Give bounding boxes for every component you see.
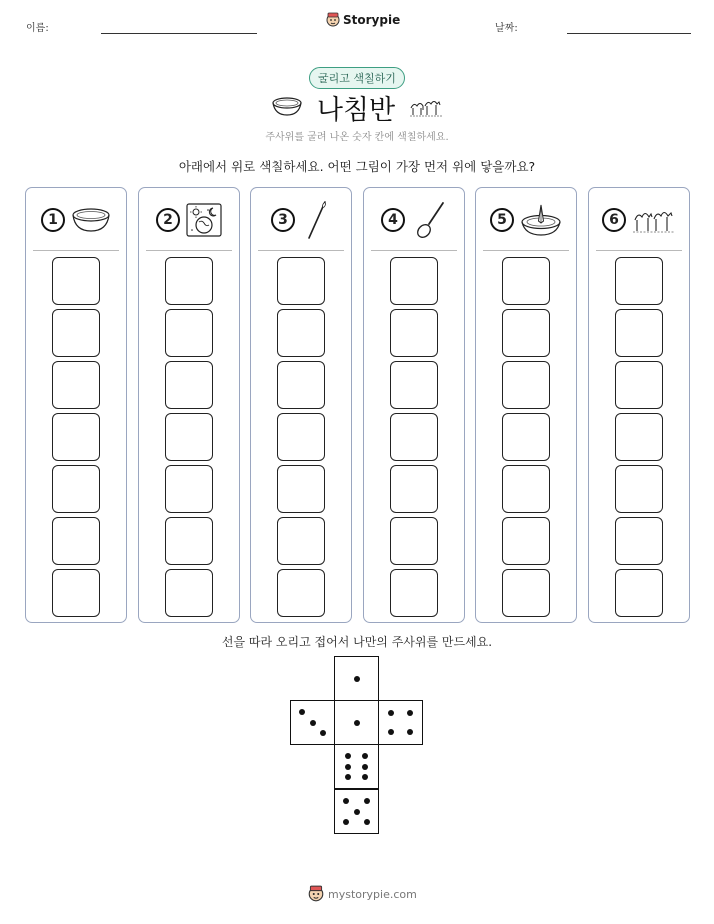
column-number: 4	[381, 208, 405, 232]
column-header	[139, 198, 239, 242]
pip	[345, 764, 351, 770]
die-face-5	[334, 789, 379, 834]
color-cell[interactable]	[277, 361, 325, 409]
pip	[407, 710, 413, 716]
brand-name: Storypie	[343, 13, 401, 27]
color-cell[interactable]	[615, 465, 663, 513]
column-divider	[146, 250, 232, 251]
column-number: 2	[156, 208, 180, 232]
column-header	[476, 198, 576, 242]
column-header	[26, 198, 126, 242]
color-cell[interactable]	[615, 309, 663, 357]
color-cell[interactable]	[52, 361, 100, 409]
pip	[345, 774, 351, 780]
color-cell[interactable]	[165, 465, 213, 513]
column-number: 6	[602, 208, 626, 232]
column-header	[364, 198, 464, 242]
pip	[299, 709, 305, 715]
column-header	[251, 198, 351, 242]
color-cell[interactable]	[165, 413, 213, 461]
compass-dish-icon	[520, 202, 562, 238]
pip	[362, 753, 368, 759]
pip	[343, 798, 349, 804]
pip	[320, 730, 326, 736]
color-cell[interactable]	[52, 517, 100, 565]
bowl-icon	[271, 95, 303, 119]
instruction: 아래에서 위로 색칠하세요. 어떤 그림이 가장 먼저 위에 닿을까요?	[178, 159, 536, 174]
spoon-icon	[411, 200, 447, 240]
footer-url: mystorypie.com	[328, 887, 417, 901]
pip	[364, 798, 370, 804]
column-number: 1	[41, 208, 65, 232]
color-cell[interactable]	[52, 569, 100, 617]
color-cell[interactable]	[277, 465, 325, 513]
pip	[407, 729, 413, 735]
color-cell[interactable]	[390, 413, 438, 461]
color-cell[interactable]	[390, 257, 438, 305]
color-cell[interactable]	[52, 465, 100, 513]
color-cell[interactable]	[615, 257, 663, 305]
color-cell[interactable]	[615, 361, 663, 409]
camel-caravan-icon	[632, 204, 676, 236]
needle-icon	[301, 200, 331, 240]
color-cell[interactable]	[502, 361, 550, 409]
color-cell[interactable]	[277, 413, 325, 461]
race-column-1	[25, 187, 127, 623]
subtitle: 주사위를 굴려 나온 숫자 칸에 색칠하세요.	[265, 132, 449, 143]
color-cell[interactable]	[502, 413, 550, 461]
column-number: 3	[271, 208, 295, 232]
race-column-3	[250, 187, 352, 623]
pip	[364, 819, 370, 825]
storypie-mascot-icon	[326, 12, 340, 28]
die-face-6	[334, 744, 379, 789]
pip	[354, 809, 360, 815]
color-cell[interactable]	[165, 257, 213, 305]
pip	[354, 676, 360, 682]
color-cell[interactable]	[390, 569, 438, 617]
brand-logo	[326, 12, 400, 28]
color-cell[interactable]	[165, 517, 213, 565]
race-column-4	[363, 187, 465, 623]
color-cell[interactable]	[502, 569, 550, 617]
color-cell[interactable]	[390, 309, 438, 357]
color-cell[interactable]	[502, 465, 550, 513]
color-cell[interactable]	[390, 517, 438, 565]
pip	[362, 764, 368, 770]
color-cell[interactable]	[390, 361, 438, 409]
color-cell[interactable]	[615, 569, 663, 617]
color-cell[interactable]	[502, 517, 550, 565]
color-cell[interactable]	[390, 465, 438, 513]
title-row	[0, 88, 714, 126]
race-column-6	[588, 187, 690, 623]
column-divider	[483, 250, 569, 251]
column-number: 5	[490, 208, 514, 232]
color-cell[interactable]	[502, 257, 550, 305]
column-divider	[371, 250, 457, 251]
die-face-1	[334, 656, 379, 701]
camel-caravan-icon	[409, 96, 443, 118]
color-cell[interactable]	[277, 257, 325, 305]
die-face-3	[290, 700, 335, 745]
color-cell[interactable]	[165, 361, 213, 409]
color-cell[interactable]	[52, 257, 100, 305]
color-cell[interactable]	[277, 569, 325, 617]
color-cell[interactable]	[165, 569, 213, 617]
die-face-1	[334, 700, 379, 745]
race-column-2	[138, 187, 240, 623]
pip	[354, 720, 360, 726]
color-cell[interactable]	[502, 309, 550, 357]
color-cell[interactable]	[615, 413, 663, 461]
pip	[388, 710, 394, 716]
activity-badge: 굴리고 색칠하기	[309, 67, 405, 89]
color-cell[interactable]	[277, 517, 325, 565]
color-cell[interactable]	[615, 517, 663, 565]
name-line	[101, 33, 257, 34]
storypie-mascot-icon	[308, 885, 324, 903]
column-header	[589, 198, 689, 242]
pip	[343, 819, 349, 825]
color-cell[interactable]	[277, 309, 325, 357]
date-label: 날짜:	[495, 23, 518, 34]
column-divider	[33, 250, 119, 251]
color-cell[interactable]	[165, 309, 213, 357]
pip	[362, 774, 368, 780]
bowl-icon	[71, 205, 111, 235]
name-label: 이름:	[26, 23, 49, 34]
race-column-5	[475, 187, 577, 623]
column-divider	[258, 250, 344, 251]
pip	[388, 729, 394, 735]
pip	[345, 753, 351, 759]
footer	[308, 885, 417, 903]
fold-instruction: 선을 따라 오리고 접어서 나만의 주사위를 만드세요.	[221, 635, 493, 649]
column-divider	[596, 250, 682, 251]
date-line	[567, 33, 691, 34]
die-face-4	[378, 700, 423, 745]
page-title: 나침반	[316, 94, 396, 126]
day-night-globe-icon	[186, 203, 222, 237]
pip	[310, 720, 316, 726]
color-cell[interactable]	[52, 413, 100, 461]
color-cell[interactable]	[52, 309, 100, 357]
